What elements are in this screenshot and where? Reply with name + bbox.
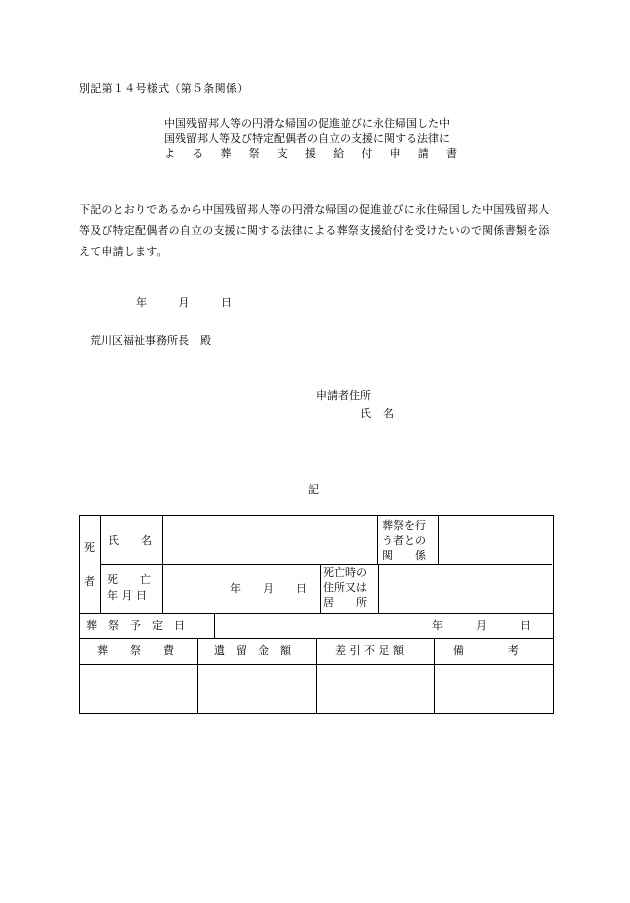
col-divider: [434, 638, 435, 713]
relation-value[interactable]: [442, 520, 548, 560]
col-divider: [378, 564, 379, 613]
relation-label-2: う者との: [382, 534, 426, 547]
col-divider: [197, 638, 198, 713]
column-header-funeral-cost: 葬 祭 費: [97, 644, 174, 657]
application-date: 年 月 日: [136, 296, 232, 309]
form-number: 別記第１４号様式（第５条関係）: [79, 82, 249, 95]
remarks-value[interactable]: [438, 668, 548, 708]
title-line-2: 国残留邦人等及び特定配偶者の自立の支援に関する法律に: [164, 132, 450, 145]
address-at-death-value[interactable]: [382, 568, 548, 608]
funeral-date-value[interactable]: 年 月 日: [432, 619, 531, 632]
death-date-label-2: 年 月 日: [107, 589, 147, 602]
address-at-death-label-2: 住所又は: [323, 581, 367, 594]
col-divider: [214, 613, 215, 638]
relation-label-3: 関 係: [382, 549, 426, 562]
col-divider: [320, 564, 321, 613]
col-divider: [377, 516, 378, 564]
death-date-value[interactable]: 年 月 日: [230, 582, 307, 595]
col-divider: [162, 564, 163, 613]
application-statement: 下記のとおりであるから中国残留邦人等の円滑な帰国の促進並びに永住帰国した中国残留邦人等及び特定配偶者の自立の支援に関する法律による葬祭支援給付を受けたいので関係書類を添えて申請します。: [79, 203, 550, 258]
addressee: 荒川区福祉事務所長 殿: [90, 334, 211, 347]
deceased-label-bottom: 者: [84, 575, 95, 588]
col-divider: [100, 516, 101, 613]
death-date-label-1: 死 亡: [107, 573, 151, 586]
funeral-detail-table: [79, 515, 554, 714]
funeral-date-label: 葬 祭 予 定 日: [86, 619, 185, 632]
address-at-death-label-3: 居 所: [323, 596, 367, 609]
relation-label-1: 葬祭を行: [382, 519, 426, 532]
applicant-name-label: 氏名: [360, 407, 406, 420]
column-header-deficit: 差 引 不 足 額: [335, 644, 404, 657]
column-header-remaining-money: 遺 留 金 額: [214, 644, 291, 657]
ki-label: 記: [308, 483, 319, 496]
col-divider: [438, 516, 439, 564]
funeral-cost-value[interactable]: [84, 668, 194, 708]
deceased-label-top: 死: [84, 541, 95, 554]
deficit-value[interactable]: [320, 668, 431, 708]
title-line-1: 中国残留邦人等の円滑な帰国の促進並びに永住帰国した中: [164, 117, 450, 130]
name-value[interactable]: [166, 520, 374, 560]
row-divider: [80, 613, 553, 614]
title-line-3: よる葬祭支援給付申請書: [164, 147, 475, 160]
remaining-money-value[interactable]: [201, 668, 313, 708]
name-label: 氏 名: [108, 534, 152, 547]
address-at-death-label-1: 死亡時の: [323, 566, 367, 579]
col-divider: [316, 638, 317, 713]
column-header-remarks: 備 考: [453, 644, 519, 657]
col-divider: [162, 516, 163, 564]
applicant-address-label: 申請者住所: [316, 389, 371, 402]
form-title: [164, 116, 474, 161]
